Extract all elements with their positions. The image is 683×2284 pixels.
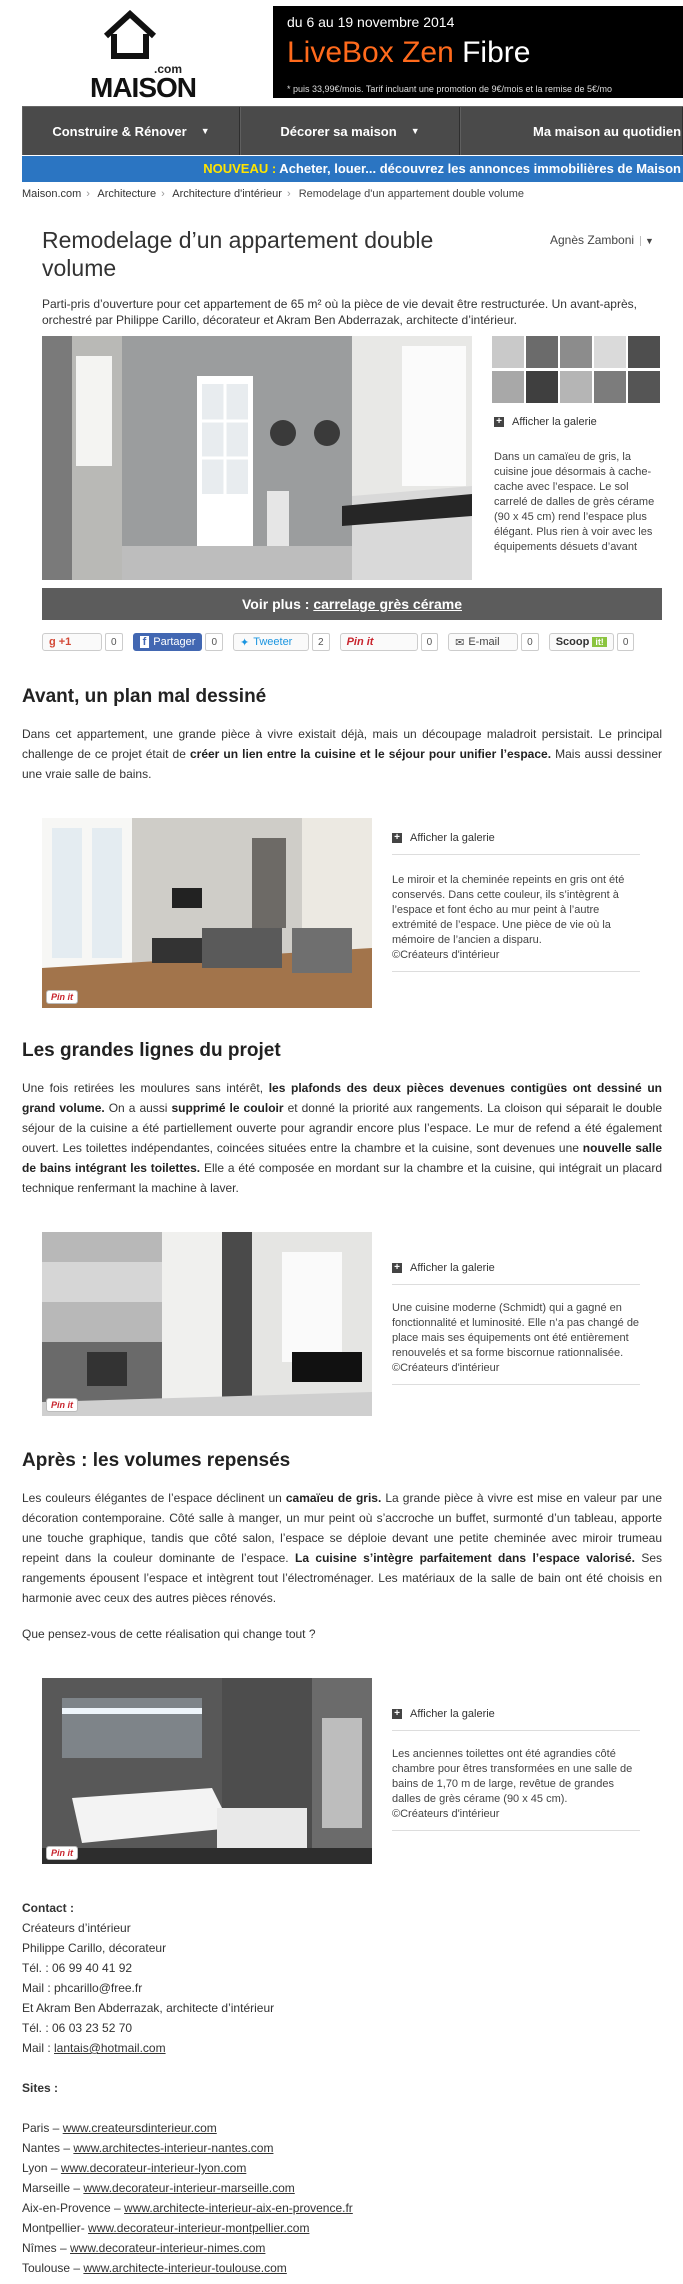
- pin-it-button[interactable]: Pin it: [46, 1398, 78, 1412]
- photo-credit: ©Créateurs d'intérieur: [392, 1362, 500, 1374]
- email-link[interactable]: lantais@hotmail.com: [54, 2041, 166, 2055]
- photo-caption: Une cuisine moderne (Schmidt) qui a gagné en fonctionnalité et luminosité. Elle n’a pas changé de place mais ses équipements ont été entièrement renouvelés et sa forme biscornue rationnalisée.: [392, 1302, 640, 1359]
- thumbnail-strip: [492, 336, 662, 404]
- photo-credit: ©Créateurs d'intérieur: [392, 1808, 500, 1820]
- gallery-thumbnail[interactable]: [526, 371, 558, 403]
- breadcrumb-item[interactable]: Architecture: [97, 188, 157, 200]
- photo-side-panel: [392, 1708, 640, 1831]
- gallery-thumbnail[interactable]: [560, 371, 592, 403]
- tweet-button[interactable]: ✦ Tweeter: [233, 633, 309, 651]
- photo-credit: ©Créateurs d'intérieur: [392, 949, 500, 961]
- scoop-it-button[interactable]: Scoop it!: [549, 633, 614, 651]
- photo-caption: Le miroir et la cheminée repeints en gris ont été conservés. Dans cette couleur, ils s’intègrent à l’espace et font écho au mur peint à l’autre extrémité de l’espace. Une pièce de vie où la mémoire de l’ancien a disparu.: [392, 874, 625, 946]
- site-link[interactable]: www.architecte-interieur-toulouse.com: [83, 2261, 287, 2275]
- chevron-right-icon: ›: [161, 188, 165, 200]
- ad-dates: du 6 au 19 novembre 2014: [287, 14, 455, 30]
- divider: [392, 1284, 640, 1285]
- share-count: 0: [105, 633, 123, 651]
- section-heading-grandes-lignes: Les grandes lignes du projet: [22, 1040, 281, 1061]
- scoop-it-icon: it!: [592, 637, 607, 647]
- divider: [392, 971, 640, 972]
- site-link[interactable]: www.decorateur-interieur-montpellier.com: [88, 2221, 310, 2235]
- photo-kitchen[interactable]: [42, 1232, 372, 1416]
- kitchen-photo-image: [42, 336, 472, 580]
- page-title: Remodelage d’un appartement double volume: [42, 227, 434, 281]
- ad-fine-print: * puis 33,99€/mois. Tarif incluant une promotion de 9€/mois et la remise de 5€/mo: [287, 84, 613, 94]
- gallery-thumbnail[interactable]: [526, 336, 558, 368]
- site-line: Nîmes – www.decorateur-interieur-nimes.com: [22, 2241, 266, 2255]
- divider: [392, 1830, 640, 1831]
- site-line: Lyon – www.decorateur-interieur-lyon.com: [22, 2161, 247, 2175]
- gallery-thumbnail[interactable]: [492, 336, 524, 368]
- logo-text: MAISON: [90, 72, 196, 103]
- main-photo-caption: Dans un camaïeu de gris, la cuisine joue désormais à cache-cache avec l’espace. Le sol carrelé de dalles de grès cérame (90 x 45 cm) rend l’espace plus élégant. Plus rien à voir avec les équipements désuets d’avant: [494, 451, 655, 553]
- closing-question: Que pensez-vous de cette réalisation qui change tout ?: [22, 1627, 316, 1641]
- share-count: 0: [521, 633, 539, 651]
- photo-bathroom[interactable]: [42, 1678, 372, 1864]
- caret-down-icon: ▼: [200, 126, 210, 136]
- show-gallery-link[interactable]: + Afficher la galerie: [494, 416, 597, 428]
- chevron-right-icon: ›: [286, 188, 291, 200]
- breadcrumb: [22, 188, 524, 200]
- site-line: Montpellier- www.decorateur-interieur-montpellier.com: [22, 2221, 310, 2235]
- facebook-icon: f: [140, 636, 150, 648]
- google-plus-icon: g: [49, 636, 56, 648]
- google-plus-button[interactable]: g +1: [42, 633, 102, 651]
- breadcrumb-item[interactable]: Architecture d'intérieur: [172, 188, 282, 200]
- site-line: Paris – www.createursdinterieur.com: [22, 2121, 217, 2135]
- house-logo-icon: [100, 10, 160, 60]
- contact-line: Et Akram Ben Abderrazak, architecte d’intérieur: [22, 2001, 275, 2015]
- plus-icon: +: [494, 417, 504, 427]
- section-paragraph: Les couleurs élégantes de l’espace déclinent un camaïeu de gris. La grande pièce à vivre est mise en valeur par une décoration contemporaine. Côté salle à manger, un mur peint où s’accroche un buffet, surmonté d’un tableau, apporte une touche graphique, tandis que côté salon, l’espace se déploie devant une petite cheminée avec miroir trumeau repeint dans la couleur dominante de l’espace. La cuisine s’intègre parfaitement dans l’espace valorisé. Ses rangements épousent l’espace et intègrent tout l’électroménager. Les matériaux de la salle de bain ont été choisis en harmonie avec ceux des autres pièces rénovés.: [22, 1491, 663, 1605]
- breadcrumb-item[interactable]: Maison.com: [22, 188, 82, 200]
- gallery-thumbnail[interactable]: [560, 336, 592, 368]
- maison-logo[interactable]: [88, 10, 208, 103]
- photo-caption: Les anciennes toilettes ont été agrandies côté chambre pour êtres transformées en une salle de bains de 1,70 m de large, revêtue de grandes dalles de grès cérame (90 x 45 cm).: [392, 1748, 633, 1805]
- plus-icon: +: [392, 1263, 402, 1273]
- contact-line: Tél. : 06 03 23 52 70: [22, 2021, 133, 2035]
- section-paragraph: Dans cet appartement, une grande pièce à vivre existait déjà, mais un découpage maladroit persistait. Le principal challenge de ce projet était de créer un lien entre la cuisine et le séjour pour unifier l’espace. Mais aussi dessiner une vraie salle de bains.: [22, 727, 662, 781]
- twitter-bird-icon: ✦: [240, 636, 250, 649]
- sites-heading: Sites :: [22, 2081, 59, 2095]
- contact-line: Mail : phcarillo@free.fr: [22, 1981, 143, 1995]
- site-line: Aix-en-Provence – www.architecte-interieur-aix-en-provence.fr: [22, 2201, 353, 2215]
- divider: [392, 1384, 640, 1385]
- share-count: 0: [205, 633, 223, 651]
- contact-line: Philippe Carillo, décorateur: [22, 1941, 167, 1955]
- nav-item-construire[interactable]: Construire & Rénover ▼: [22, 107, 240, 155]
- plus-icon: +: [392, 833, 402, 843]
- photo-side-panel: [392, 832, 640, 972]
- section-heading-avant: Avant, un plan mal dessiné: [22, 686, 267, 707]
- caret-down-icon: ▼: [640, 236, 654, 246]
- voir-plus-bar[interactable]: Voir plus : carrelage grès cérame: [42, 588, 662, 620]
- site-link[interactable]: www.createursdinterieur.com: [62, 2121, 217, 2135]
- divider: [392, 854, 640, 855]
- main-photo-kitchen[interactable]: [42, 336, 472, 580]
- site-link[interactable]: www.decorateur-interieur-marseille.com: [83, 2181, 295, 2195]
- gallery-thumbnail[interactable]: [594, 336, 626, 368]
- section-paragraph: Une fois retirées les moulures sans intérêt, les plafonds des deux pièces devenues contigües ont dessiné un grand volume. On a aussi supprimé le couloir et donné la priorité aux rangements. La cloison qui séparait le double séjour de la cuisine a été partiellement ouverte pour agrandir encore plus l’espace. Le mur de refend a été également ouvert. Les toilettes indépendantes, coincées situées entre la chambre et la cuisine, sont devenues une nouvelle salle de bains intégrant les toilettes. Elle a été composée en mordant sur la chambre et la cuisine, qui intégrait un placard technique renfermant la machine à laver.: [22, 1081, 663, 1195]
- facebook-share-button[interactable]: f Partager: [133, 633, 203, 651]
- show-gallery-link[interactable]: + Afficher la galerie: [392, 832, 640, 844]
- nav-item-decorer[interactable]: Décorer sa maison ▼: [240, 107, 460, 155]
- contact-block: [22, 1898, 622, 2278]
- promo-banner[interactable]: NOUVEAU : Acheter, louer... découvrez les annonces immobilières de Maison: [22, 156, 683, 182]
- share-bar: [42, 632, 662, 652]
- site-link[interactable]: www.decorateur-interieur-nimes.com: [70, 2241, 266, 2255]
- chevron-right-icon: ›: [86, 188, 90, 200]
- article-intro: Parti-pris d’ouverture pour cet appartement de 65 m² où la pièce de vie devait être restructurée. Un avant-après, orchestré par Philippe Carillo, décorateur et Akram Ben Abderrazak, architecte d’intérieur.: [42, 297, 637, 327]
- section-heading-apres: Après : les volumes repensés: [22, 1450, 291, 1471]
- show-gallery-link[interactable]: + Afficher la galerie: [392, 1262, 640, 1274]
- nav-item-quotidien[interactable]: Ma maison au quotidien: [460, 107, 683, 155]
- plus-icon: +: [392, 1709, 402, 1719]
- gallery-thumbnail[interactable]: [594, 371, 626, 403]
- share-count: 0: [617, 633, 635, 651]
- site-line: Nantes – www.architectes-interieur-nantes.com: [22, 2141, 274, 2155]
- logo-com: .com: [154, 62, 183, 76]
- divider: [392, 1730, 640, 1731]
- author-selector[interactable]: Agnès Zamboni ▼: [550, 233, 654, 247]
- breadcrumb-current: Remodelage d'un appartement double volume: [298, 188, 525, 200]
- pinterest-button[interactable]: Pin it: [340, 633, 418, 651]
- ad-banner[interactable]: [273, 6, 683, 98]
- gallery-thumbnail[interactable]: [492, 371, 524, 403]
- photo-side-panel: [392, 1262, 640, 1385]
- contact-heading: Contact :: [22, 1901, 74, 1915]
- contact-line: Tél. : 06 99 40 41 92: [22, 1961, 133, 1975]
- show-gallery-link[interactable]: + Afficher la galerie: [392, 1708, 640, 1720]
- photo-living-room[interactable]: [42, 818, 372, 1008]
- pin-it-button[interactable]: Pin it: [46, 1846, 78, 1860]
- ad-title: LiveBox Zen Fibre: [287, 36, 531, 69]
- pin-it-button[interactable]: Pin it: [46, 990, 78, 1004]
- caret-down-icon: ▼: [410, 126, 420, 136]
- email-share-button[interactable]: ✉ E-mail: [448, 633, 518, 651]
- site-link[interactable]: www.architecte-interieur-aix-en-provence.fr: [124, 2201, 353, 2215]
- share-count: 0: [421, 633, 439, 651]
- kitchen-photo-image: [42, 1232, 372, 1416]
- contact-mail-line: Mail : lantais@hotmail.com: [22, 2041, 166, 2055]
- site-link[interactable]: www.architectes-interieur-nantes.com: [73, 2141, 274, 2155]
- envelope-icon: ✉: [455, 636, 465, 649]
- gallery-thumbnail[interactable]: [628, 371, 660, 403]
- share-count: 2: [312, 633, 330, 651]
- site-line: Marseille – www.decorateur-interieur-marseille.com: [22, 2181, 295, 2195]
- site-line: Toulouse – www.architecte-interieur-toulouse.com: [22, 2261, 287, 2275]
- main-nav: [22, 106, 683, 155]
- contact-line: Créateurs d’intérieur: [22, 1921, 131, 1935]
- gallery-thumbnail[interactable]: [628, 336, 660, 368]
- living-room-photo-image: [42, 818, 372, 1008]
- bathroom-photo-image: [42, 1678, 372, 1864]
- site-link[interactable]: www.decorateur-interieur-lyon.com: [60, 2161, 247, 2175]
